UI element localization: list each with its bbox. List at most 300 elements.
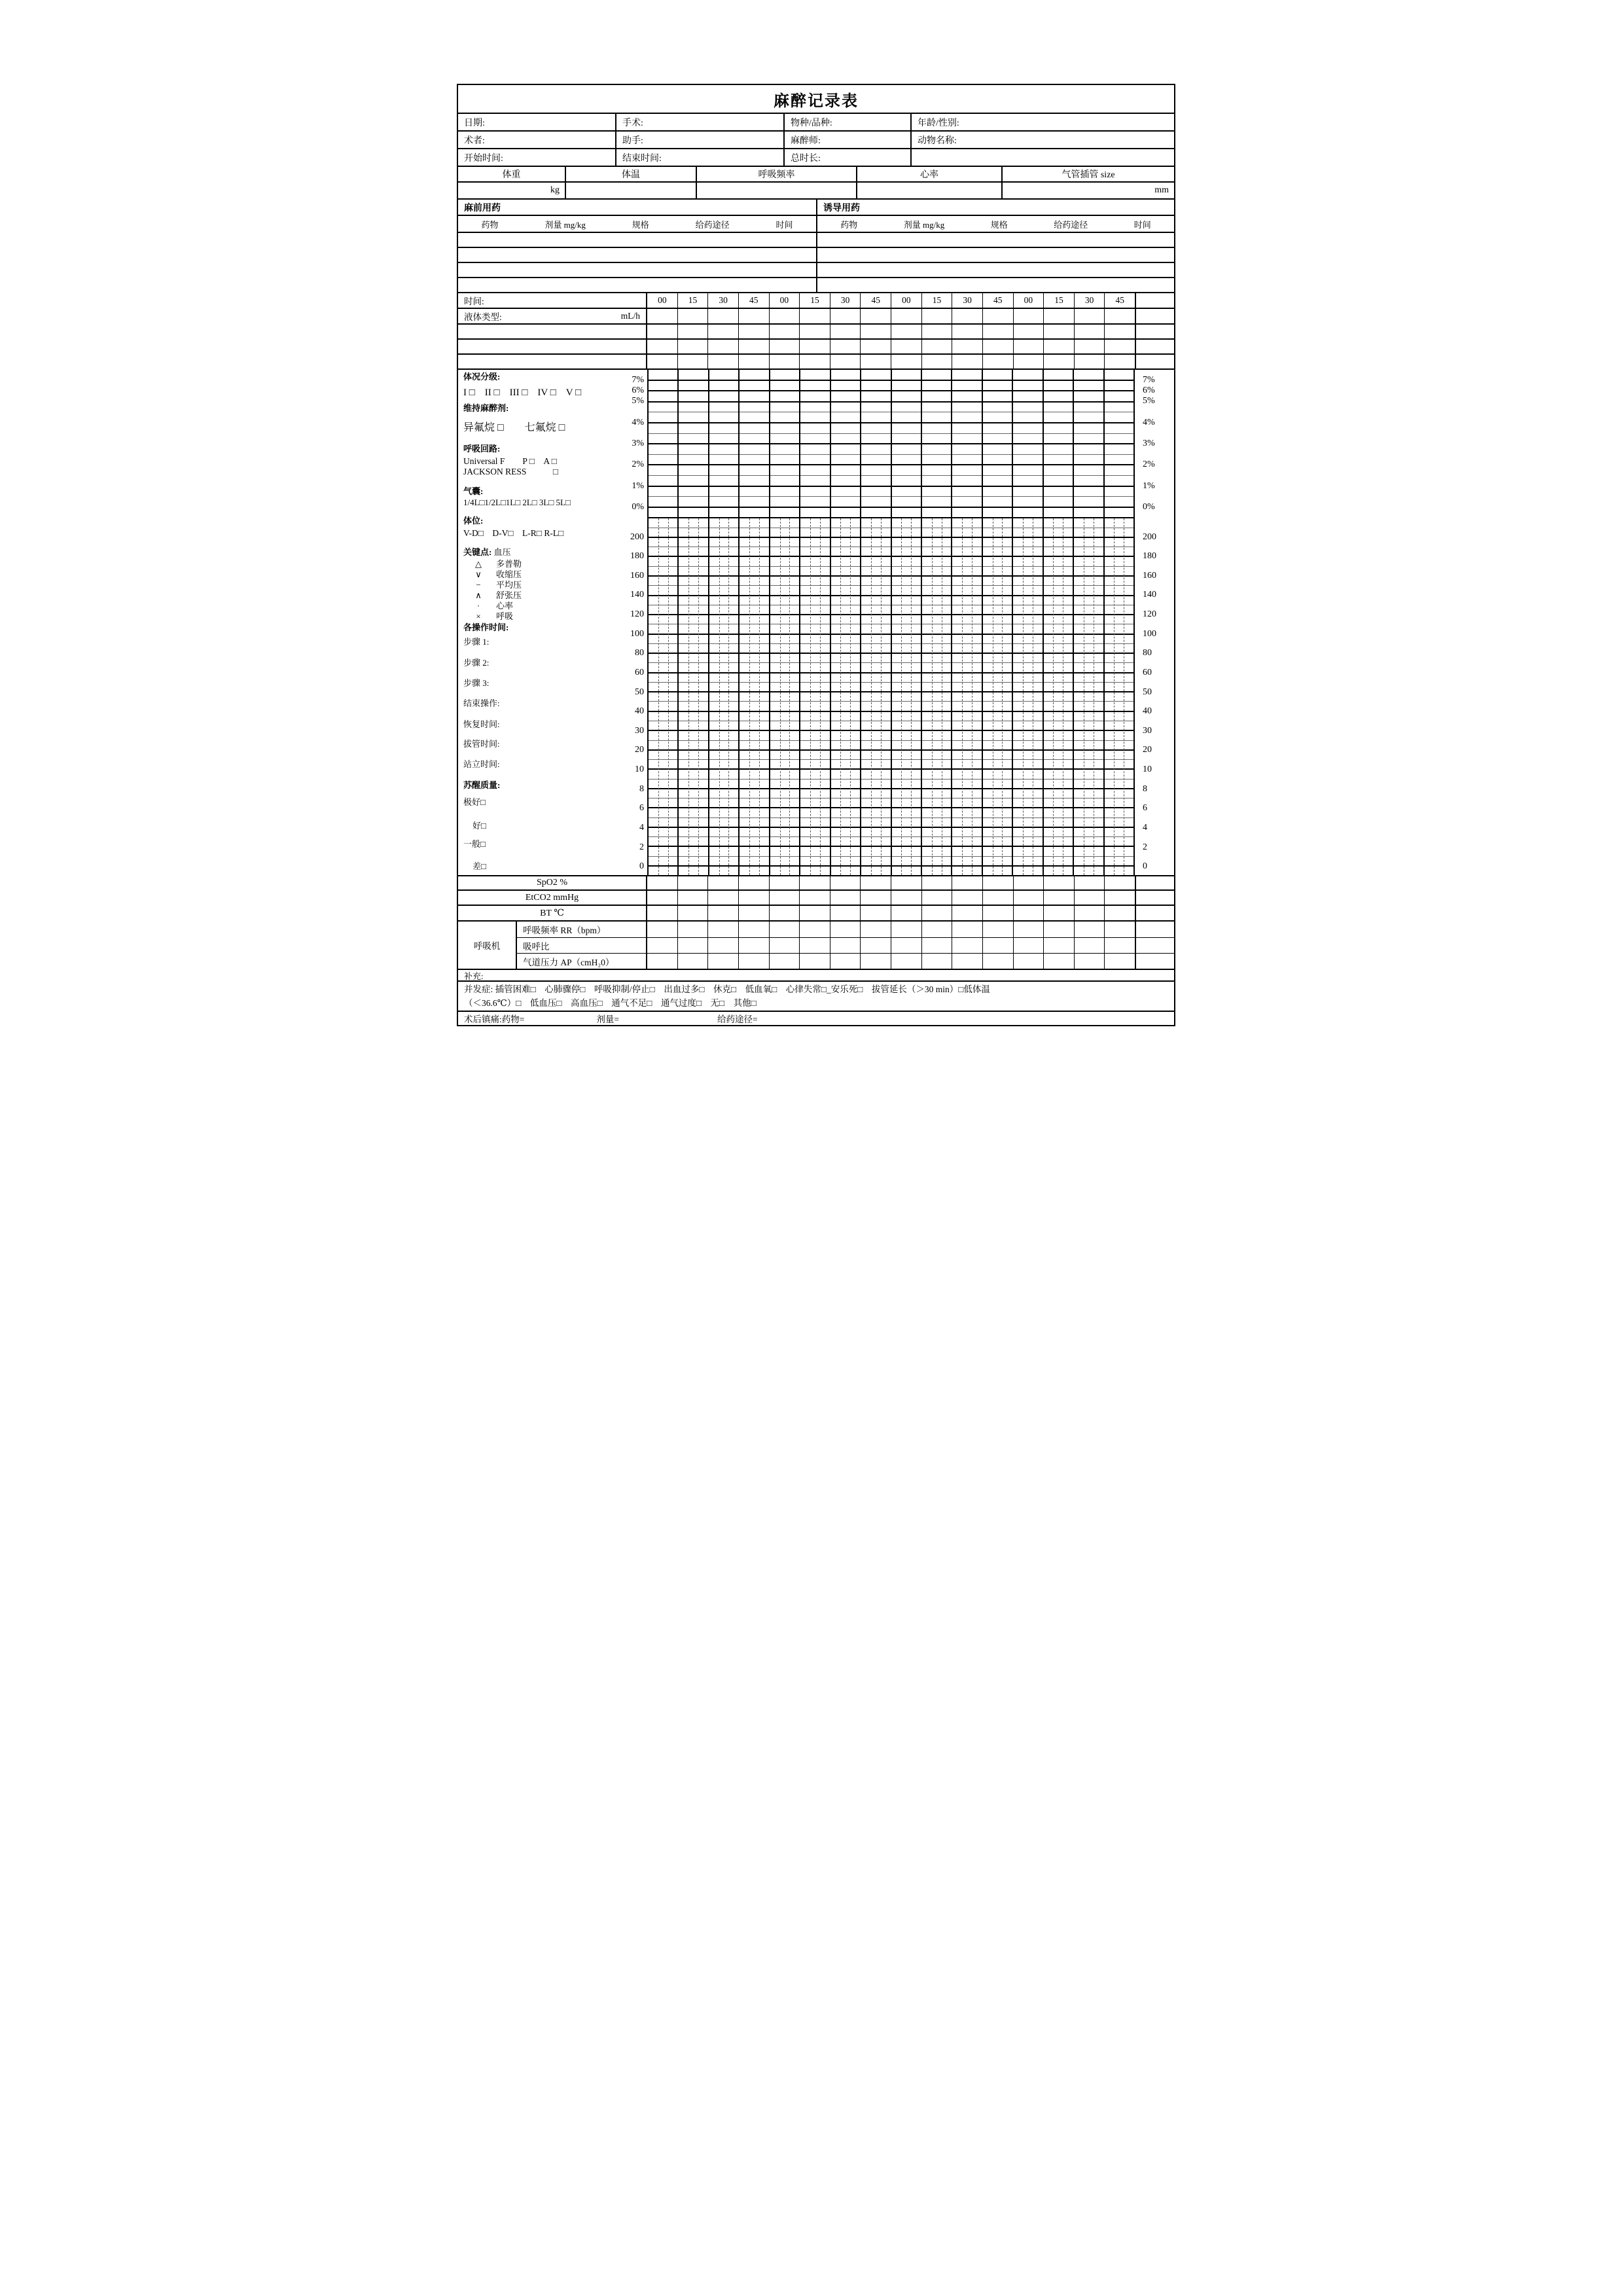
entry-cell[interactable]: [982, 922, 1013, 937]
supplement-row[interactable]: [458, 969, 1174, 980]
entry-cell[interactable]: [769, 938, 800, 953]
op-times-label: 各操作时间:: [463, 622, 509, 632]
ventilator-rr-tail[interactable]: [1135, 922, 1174, 937]
entry-cell[interactable]: [677, 309, 708, 323]
bt-tail-cell[interactable]: [1135, 906, 1174, 920]
entry-cell[interactable]: [738, 891, 769, 905]
entry-cell[interactable]: [952, 876, 982, 889]
start-time-field[interactable]: 开始时间:: [464, 153, 503, 164]
entry-cell[interactable]: [1013, 938, 1044, 953]
entry-cell[interactable]: [830, 906, 861, 920]
entry-cell[interactable]: [830, 355, 861, 368]
entry-cell[interactable]: [707, 938, 738, 953]
entry-cell[interactable]: [1013, 309, 1044, 323]
medication-title-row: [458, 198, 1174, 215]
entry-cell[interactable]: [1043, 876, 1074, 889]
medication-column-header-row: [458, 215, 1174, 232]
vital-signs-grid[interactable]: [649, 517, 1133, 875]
entry-cell[interactable]: [1074, 325, 1105, 338]
entry-cell[interactable]: [830, 922, 861, 937]
entry-cell[interactable]: [952, 355, 982, 368]
surgery-field[interactable]: 手术:: [615, 114, 783, 130]
induction-entry-cell[interactable]: [816, 278, 1174, 292]
induction-entry-cell[interactable]: [816, 263, 1174, 277]
induction-entry-cell[interactable]: [816, 248, 1174, 262]
entry-cell[interactable]: [1013, 325, 1044, 338]
fluid-label-cell: [458, 309, 647, 323]
entry-cell[interactable]: [1043, 922, 1074, 937]
complications-section: [458, 980, 1174, 1011]
entry-cell[interactable]: [830, 876, 861, 889]
step3-field[interactable]: 步骤 3:: [463, 678, 490, 688]
position-options[interactable]: V-D□ D-V□ L-R□ R-L□: [463, 528, 564, 538]
step2-field[interactable]: 步骤 2:: [463, 658, 490, 668]
entry-cell[interactable]: [1104, 938, 1135, 953]
entry-cell[interactable]: [799, 906, 830, 920]
entry-cell[interactable]: [860, 922, 891, 937]
entry-cell[interactable]: [891, 355, 921, 368]
assistant-field[interactable]: 助手:: [615, 132, 783, 148]
entry-cell[interactable]: [891, 938, 921, 953]
legend-item: [458, 590, 611, 601]
scale-tick: 2: [639, 842, 644, 852]
bag-options[interactable]: 1/4L□1/2L□1L□ 2L□ 3L□ 5L□: [463, 497, 571, 507]
end-time-field[interactable]: 结束时间:: [615, 149, 783, 166]
entry-cell[interactable]: [1013, 954, 1044, 969]
entry-cell[interactable]: [1013, 891, 1044, 905]
right-scale-axis: [1135, 370, 1174, 875]
premed-entry-cell[interactable]: [458, 278, 816, 292]
entry-cell[interactable]: [647, 922, 677, 937]
entry-cell[interactable]: [799, 938, 830, 953]
fluid-cells: [647, 309, 1135, 323]
time-header-row: [458, 292, 1174, 308]
induction-columns: [816, 216, 1174, 232]
scale-tick: 10: [1143, 764, 1152, 775]
entry-cell[interactable]: [677, 355, 708, 368]
timeline-empty-row: [458, 323, 1174, 338]
entry-cell[interactable]: [830, 891, 861, 905]
entry-cell[interactable]: [707, 891, 738, 905]
entry-cell[interactable]: [860, 340, 891, 353]
entry-cell[interactable]: [1104, 906, 1135, 920]
ventilator-label: 呼吸机: [458, 922, 517, 969]
entry-cell[interactable]: [982, 938, 1013, 953]
entry-cell[interactable]: [799, 954, 830, 969]
circuit-option-jackson[interactable]: JACKSON RESS □: [463, 467, 559, 476]
scale-tick: 4: [1143, 822, 1147, 833]
entry-cell[interactable]: [952, 906, 982, 920]
entry-cell[interactable]: [738, 340, 769, 353]
total-duration-field[interactable]: 总时长:: [783, 149, 910, 166]
end-op-field[interactable]: 结束操作:: [463, 698, 500, 708]
timeline-empty-label[interactable]: [458, 355, 647, 368]
temperature-value-cell[interactable]: [565, 183, 696, 198]
entry-cell[interactable]: [769, 309, 800, 323]
time-col: 00: [1013, 293, 1044, 308]
entry-cell[interactable]: [1074, 340, 1105, 353]
premed-entry-cell[interactable]: [458, 263, 816, 277]
entry-cell[interactable]: [921, 954, 952, 969]
entry-cell[interactable]: [1043, 954, 1074, 969]
fluid-row: [458, 308, 1174, 323]
animal-name-field[interactable]: 动物名称:: [910, 132, 1174, 148]
entry-cell[interactable]: [860, 938, 891, 953]
timeline-tail-cell[interactable]: [1135, 325, 1174, 338]
entry-cell[interactable]: [1013, 922, 1044, 937]
legend-label: 平均压: [496, 579, 522, 590]
entry-cell[interactable]: [921, 906, 952, 920]
extubation-time-field[interactable]: 拔管时间:: [463, 739, 500, 749]
entry-cell[interactable]: [647, 906, 677, 920]
scale-tick: 30: [1143, 725, 1152, 736]
entry-cell[interactable]: [707, 340, 738, 353]
entry-cell[interactable]: [799, 309, 830, 323]
entry-cell[interactable]: [647, 954, 677, 969]
circuit-option-universal[interactable]: Universal F P □ A □: [463, 456, 557, 466]
scale-tick: 180: [1143, 551, 1156, 562]
timeline-empty-label[interactable]: [458, 325, 647, 338]
entry-cell[interactable]: [647, 876, 677, 889]
entry-cell[interactable]: [738, 954, 769, 969]
entry-cell[interactable]: [707, 922, 738, 937]
scale-tick: 40: [635, 706, 644, 717]
entry-cell[interactable]: [1074, 954, 1105, 969]
entry-cell[interactable]: [647, 309, 677, 323]
legend-symbol: ∨: [475, 569, 482, 579]
legend-symbol: ·: [476, 600, 480, 611]
entry-cell[interactable]: [891, 340, 921, 353]
entry-cell[interactable]: [1043, 340, 1074, 353]
entry-cell[interactable]: [707, 954, 738, 969]
premed-entry-cell[interactable]: [458, 248, 816, 262]
time-col: 45: [738, 293, 769, 308]
entry-cell[interactable]: [1104, 325, 1135, 338]
entry-cell[interactable]: [647, 938, 677, 953]
date-field[interactable]: 日期:: [464, 118, 485, 128]
recovery-option-fair[interactable]: 一般□: [463, 839, 486, 849]
entry-cell[interactable]: [1104, 340, 1135, 353]
scale-tick: 7%: [632, 375, 644, 386]
ventilator-rr-row: [517, 922, 1174, 937]
entry-cell[interactable]: [707, 355, 738, 368]
entry-cell[interactable]: [830, 309, 861, 323]
complications-line1[interactable]: 并发症: 插管困难□ 心肺骤停□ 呼吸抑制/停止□ 出血过多□ 休克□ 低血氧□ 心律失常□_安乐死□ 拔管延长（＞30 min）□低体温: [464, 984, 990, 994]
entry-cell[interactable]: [982, 309, 1013, 323]
entry-cell[interactable]: [1013, 906, 1044, 920]
legend-label: 心率: [496, 600, 514, 611]
entry-cell[interactable]: [891, 876, 921, 889]
entry-cell[interactable]: [769, 891, 800, 905]
entry-cell[interactable]: [1043, 325, 1074, 338]
entry-cell[interactable]: [769, 340, 800, 353]
entry-cell[interactable]: [860, 876, 891, 889]
entry-cell[interactable]: [769, 922, 800, 937]
entry-cell[interactable]: [1013, 876, 1044, 889]
entry-cell[interactable]: [769, 355, 800, 368]
entry-cell[interactable]: [860, 954, 891, 969]
surgeon-field[interactable]: 术者:: [464, 135, 485, 146]
entry-cell[interactable]: [707, 876, 738, 889]
species-field[interactable]: 物种/品种:: [783, 114, 910, 130]
medication-entry-row: [458, 247, 1174, 262]
entry-cell[interactable]: [982, 340, 1013, 353]
entry-cell[interactable]: [647, 340, 677, 353]
entry-cell[interactable]: [1074, 891, 1105, 905]
entry-cell[interactable]: [1043, 355, 1074, 368]
ett-size-value-cell[interactable]: mm: [1001, 183, 1174, 198]
induction-title: 诱导用药: [823, 203, 860, 213]
entry-cell[interactable]: [1074, 922, 1105, 937]
entry-cell[interactable]: [1104, 922, 1135, 937]
entry-cell[interactable]: [982, 876, 1013, 889]
recovery-option-excellent[interactable]: 极好□: [463, 797, 486, 807]
entry-cell[interactable]: [982, 954, 1013, 969]
entry-cell[interactable]: [677, 906, 708, 920]
entry-cell[interactable]: [677, 876, 708, 889]
entry-cell[interactable]: [921, 309, 952, 323]
time-col: 00: [891, 293, 921, 308]
info-row-3: [458, 148, 1174, 166]
entry-cell[interactable]: [891, 954, 921, 969]
analgesia-label: 术后镇痛:: [464, 1014, 502, 1024]
scale-tick: 100: [630, 628, 644, 639]
scale-tick: 3%: [1143, 439, 1155, 448]
entry-cell[interactable]: [1104, 355, 1135, 368]
col-dose: 剂量 mg/kg: [544, 219, 586, 230]
anesthetist-field[interactable]: 麻醉师:: [783, 132, 910, 148]
analgesia-route-field[interactable]: 给药途径=: [717, 1014, 758, 1024]
entry-cell[interactable]: [769, 325, 800, 338]
entry-cell[interactable]: [769, 954, 800, 969]
scale-tick: 80: [1143, 648, 1152, 658]
weight-value-cell[interactable]: kg: [550, 185, 560, 195]
entry-cell[interactable]: [982, 891, 1013, 905]
bag-label: 气囊:: [463, 486, 484, 496]
scale-tick: 100: [1143, 628, 1156, 639]
scale-tick: 2%: [1143, 459, 1155, 470]
circuit-label: 呼吸回路:: [463, 444, 501, 454]
entry-cell[interactable]: [738, 876, 769, 889]
entry-cell[interactable]: [799, 340, 830, 353]
entry-cell[interactable]: [738, 922, 769, 937]
entry-cell[interactable]: [647, 891, 677, 905]
spo2-cells: [647, 876, 1135, 889]
entry-cell[interactable]: [677, 954, 708, 969]
entry-cell[interactable]: [921, 938, 952, 953]
standing-time-field[interactable]: 站立时间:: [463, 759, 500, 769]
respiratory-rate-value-cell[interactable]: [696, 183, 856, 198]
entry-cell[interactable]: [799, 891, 830, 905]
scale-tick: 8: [639, 783, 644, 794]
step1-field[interactable]: 步骤 1:: [463, 637, 490, 647]
entry-cell[interactable]: [1043, 906, 1074, 920]
weight-header: 体重: [502, 170, 521, 180]
entry-cell[interactable]: [647, 355, 677, 368]
recovery-option-poor[interactable]: 差□: [473, 861, 486, 871]
left-scale-axis: [610, 370, 644, 875]
entry-cell[interactable]: [830, 325, 861, 338]
entry-cell[interactable]: [921, 876, 952, 889]
fluid-tail-cell[interactable]: [1135, 309, 1174, 323]
chart-grids: [647, 370, 1135, 875]
entry-cell[interactable]: [1043, 309, 1074, 323]
spo2-tail-cell[interactable]: [1135, 876, 1174, 889]
age-sex-field[interactable]: 年龄/性别:: [910, 114, 1174, 130]
timeline-tail-cell[interactable]: [1135, 355, 1174, 368]
entry-cell[interactable]: [1074, 876, 1105, 889]
scale-tick: 120: [630, 609, 644, 620]
entry-cell[interactable]: [1013, 340, 1044, 353]
entry-cell[interactable]: [860, 891, 891, 905]
timeline-tail-cell[interactable]: [1135, 340, 1174, 353]
etco2-row: [458, 889, 1174, 905]
medication-entry-row: [458, 232, 1174, 247]
entry-cell[interactable]: [952, 325, 982, 338]
legend-label: 呼吸: [496, 611, 514, 621]
ventilator-ie-label: 吸呼比: [517, 938, 647, 953]
entry-cell[interactable]: [738, 938, 769, 953]
entry-cell[interactable]: [830, 954, 861, 969]
ventilator-ap-tail[interactable]: [1135, 954, 1174, 969]
time-col: 00: [769, 293, 800, 308]
entry-cell[interactable]: [830, 938, 861, 953]
body-condition-options[interactable]: I □ II □ III □ IV □ V □: [463, 387, 582, 398]
scale-tick: 5%: [1143, 396, 1155, 406]
entry-cell[interactable]: [982, 325, 1013, 338]
medication-entry-row: [458, 277, 1174, 292]
ett-size-header: 气管插管 size: [1001, 167, 1174, 181]
scale-tick: 2: [1143, 842, 1147, 852]
entry-cell[interactable]: [921, 340, 952, 353]
entry-cell[interactable]: [952, 309, 982, 323]
entry-cell[interactable]: [860, 355, 891, 368]
entry-cell[interactable]: [738, 906, 769, 920]
entry-cell[interactable]: [921, 355, 952, 368]
entry-cell[interactable]: [891, 922, 921, 937]
entry-cell[interactable]: [1074, 355, 1105, 368]
entry-cell[interactable]: [1104, 891, 1135, 905]
scale-tick: 50: [635, 687, 644, 697]
ventilator-ie-tail[interactable]: [1135, 938, 1174, 953]
scale-tick: 60: [1143, 667, 1152, 677]
entry-cell[interactable]: [952, 340, 982, 353]
entry-cell[interactable]: [799, 876, 830, 889]
entry-cell[interactable]: [860, 325, 891, 338]
entry-cell[interactable]: [769, 906, 800, 920]
entry-cell[interactable]: [707, 309, 738, 323]
info-blank-cell: [910, 149, 1174, 166]
entry-cell[interactable]: [891, 325, 921, 338]
entry-cell[interactable]: [769, 876, 800, 889]
analgesia-drug-field[interactable]: 药物=: [501, 1014, 525, 1024]
entry-cell[interactable]: [1074, 906, 1105, 920]
complications-line2[interactable]: （＜36.6℃）□ 低血压□ 高血压□ 通气不足□ 通气过度□ 无□ 其他□: [464, 997, 757, 1008]
maintenance-options[interactable]: 异氟烷 □ 七氟烷 □: [463, 422, 565, 433]
ventilator-block: [458, 920, 1174, 969]
entry-cell[interactable]: [677, 325, 708, 338]
entry-cell[interactable]: [1104, 309, 1135, 323]
entry-cell[interactable]: [738, 355, 769, 368]
recovery-option-good[interactable]: 好□: [473, 821, 486, 831]
ventilator-rr-cells: [647, 922, 1135, 937]
fluid-type-label[interactable]: 液体类型:: [464, 312, 502, 322]
time-tail-cell[interactable]: [1135, 293, 1174, 308]
entry-cell[interactable]: [1074, 938, 1105, 953]
entry-cell[interactable]: [891, 891, 921, 905]
entry-cell[interactable]: [860, 906, 891, 920]
gas-percent-grid[interactable]: [649, 370, 1133, 517]
entry-cell[interactable]: [982, 355, 1013, 368]
timeline-empty-cells: [647, 355, 1135, 368]
vitals-header-row: [458, 166, 1174, 181]
entry-cell[interactable]: [891, 906, 921, 920]
entry-cell[interactable]: [799, 325, 830, 338]
etco2-tail-cell[interactable]: [1135, 891, 1174, 905]
entry-cell[interactable]: [921, 891, 952, 905]
vitals-value-row: [458, 181, 1174, 198]
entry-cell[interactable]: [738, 325, 769, 338]
scale-tick: 80: [635, 648, 644, 658]
timeline-empty-label[interactable]: [458, 340, 647, 353]
entry-cell[interactable]: [677, 938, 708, 953]
entry-cell[interactable]: [799, 355, 830, 368]
entry-cell[interactable]: [891, 309, 921, 323]
entry-cell[interactable]: [647, 325, 677, 338]
scale-tick: 6%: [632, 386, 644, 396]
entry-cell[interactable]: [830, 340, 861, 353]
entry-cell[interactable]: [921, 922, 952, 937]
position-label: 体位:: [463, 516, 484, 526]
entry-cell[interactable]: [677, 922, 708, 937]
entry-cell[interactable]: [707, 906, 738, 920]
time-col: 00: [658, 295, 667, 305]
entry-cell[interactable]: [952, 954, 982, 969]
entry-cell[interactable]: [1104, 876, 1135, 889]
postop-analgesia-row: [458, 1011, 1174, 1025]
keypoints-label: 关键点:: [463, 547, 492, 557]
recovery-time-field[interactable]: 恢复时间:: [463, 719, 500, 729]
entry-cell[interactable]: [1043, 938, 1074, 953]
entry-cell[interactable]: [707, 325, 738, 338]
induction-entry-cell[interactable]: [816, 233, 1174, 247]
entry-cell[interactable]: [952, 891, 982, 905]
scale-tick: 0%: [632, 501, 644, 512]
entry-cell[interactable]: [952, 938, 982, 953]
entry-cell[interactable]: [677, 340, 708, 353]
entry-cell[interactable]: [952, 922, 982, 937]
entry-cell[interactable]: [860, 309, 891, 323]
entry-cell[interactable]: [799, 922, 830, 937]
body-condition-label: 体况分级:: [463, 372, 501, 382]
entry-cell[interactable]: [1074, 309, 1105, 323]
entry-cell[interactable]: [982, 906, 1013, 920]
entry-cell[interactable]: [1043, 891, 1074, 905]
bp-legend: [458, 559, 611, 622]
entry-cell[interactable]: [738, 309, 769, 323]
entry-cell[interactable]: [1104, 954, 1135, 969]
col-spec: 规格: [990, 219, 1008, 230]
entry-cell[interactable]: [921, 325, 952, 338]
entry-cell[interactable]: [1013, 355, 1044, 368]
scale-tick: 50: [1143, 687, 1152, 697]
entry-cell[interactable]: [677, 891, 708, 905]
scale-tick: 160: [1143, 570, 1156, 581]
premed-entry-cell[interactable]: [458, 233, 816, 247]
analgesia-dose-field[interactable]: 剂量=: [596, 1014, 620, 1024]
chart-section: [458, 368, 1174, 875]
heart-rate-value-cell[interactable]: [856, 183, 1001, 198]
